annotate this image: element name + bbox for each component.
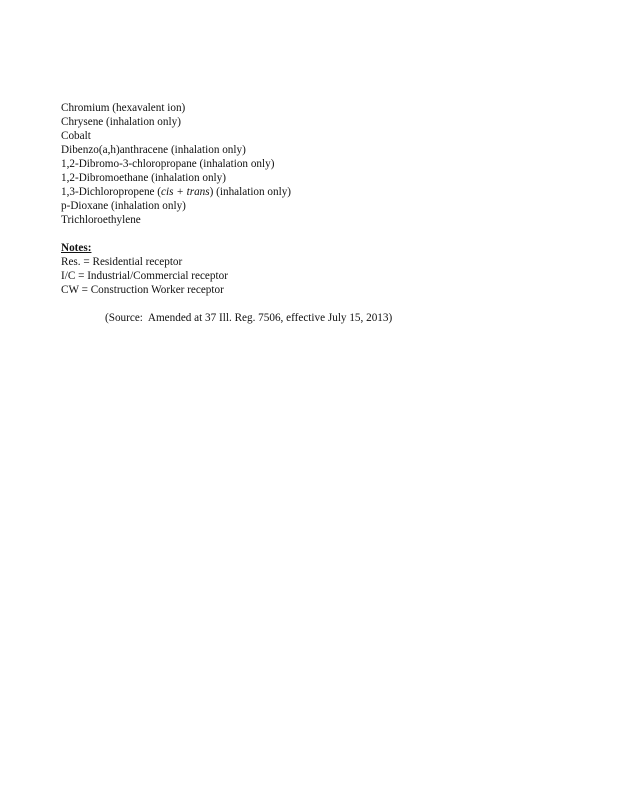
notes-section — [61, 241, 228, 297]
chemical-item: Dibenzo(a,h)anthracene (inhalation only) — [61, 144, 246, 156]
chemical-item: Trichloroethylene — [61, 214, 141, 226]
chemical-item: Chrysene (inhalation only) — [61, 116, 181, 128]
notes-heading: Notes: — [61, 242, 92, 254]
note-item: Res. = Residential receptor — [61, 256, 183, 268]
chemical-item: 1,2-Dibromoethane (inhalation only) — [61, 172, 226, 184]
source-note: (Source: Amended at 37 Ill. Reg. 7506, effective July 15, 2013) — [105, 312, 393, 324]
chemical-list — [61, 101, 291, 227]
chemical-item: 1,2-Dibromo-3-chloropropane (inhalation only) — [61, 158, 275, 170]
note-item: CW = Construction Worker receptor — [61, 284, 224, 296]
note-item: I/C = Industrial/Commercial receptor — [61, 270, 228, 282]
chemical-item: p-Dioxane (inhalation only) — [61, 200, 186, 212]
chemical-item: 1,3-Dichloropropene (cis + trans) (inhalation only) — [61, 186, 292, 198]
notes-list — [61, 255, 228, 297]
chemical-item: Cobalt — [61, 130, 91, 142]
isomer-note: cis + trans — [161, 186, 210, 198]
chemical-item: Chromium (hexavalent ion) — [61, 102, 186, 114]
